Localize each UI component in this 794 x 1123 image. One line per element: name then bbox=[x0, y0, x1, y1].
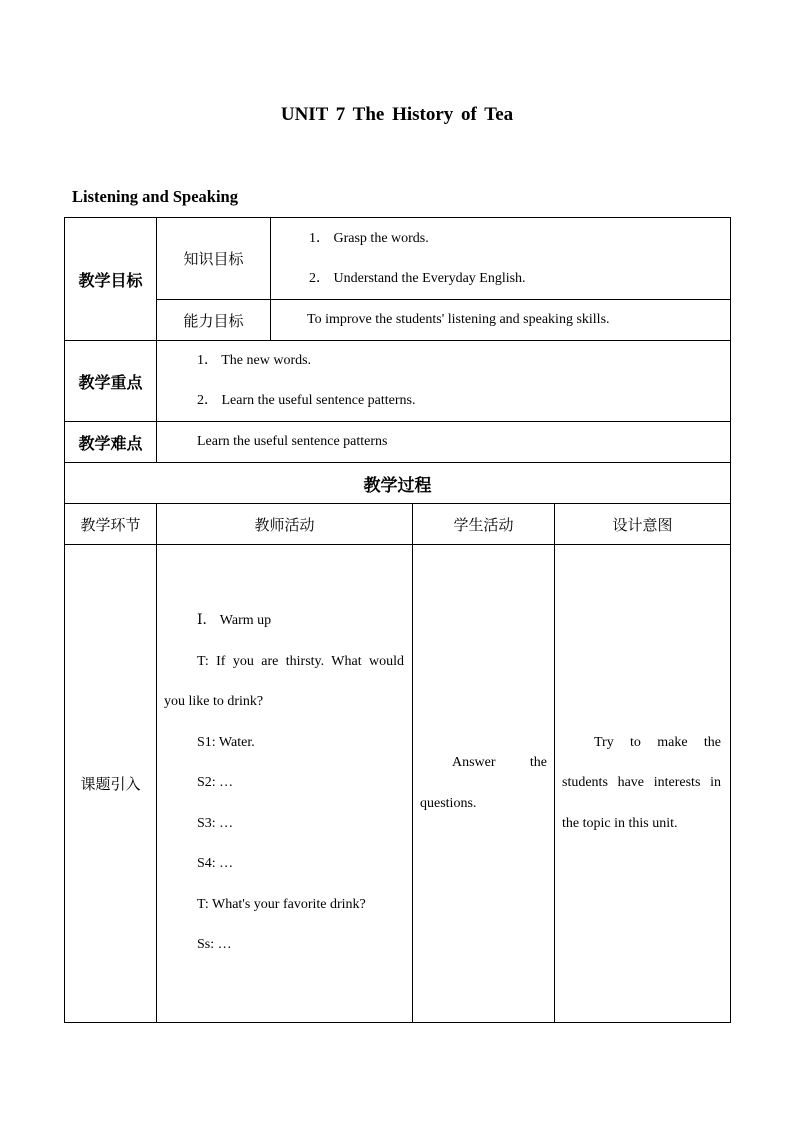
header-student-activity: 学生活动 bbox=[413, 504, 555, 545]
objectives-label: 教学目标 bbox=[65, 218, 157, 341]
process-title: 教学过程 bbox=[65, 463, 731, 504]
knowledge-item: 2． Understand the Everyday English. bbox=[309, 270, 526, 286]
teacher-line: S2: … bbox=[197, 775, 234, 791]
difficulties-row bbox=[65, 422, 731, 463]
difficulties-label: 教学难点 bbox=[65, 422, 157, 463]
difficulties-text: Learn the useful sentence patterns bbox=[157, 422, 731, 463]
header-teacher-activity: 教师活动 bbox=[157, 504, 413, 545]
student-line: Answer the bbox=[452, 755, 547, 770]
section-subtitle: Listening and Speaking bbox=[72, 187, 238, 206]
student-line: questions. bbox=[420, 795, 477, 811]
process-header-row bbox=[65, 504, 731, 545]
process-row-intro bbox=[65, 545, 731, 1023]
design-line: Try to make the bbox=[594, 734, 721, 750]
key-points-cell bbox=[157, 341, 731, 422]
key-point-item: 2． Learn the useful sentence patterns. bbox=[197, 393, 416, 408]
teacher-line: you like to drink? bbox=[164, 694, 264, 710]
knowledge-objective-cell bbox=[271, 218, 731, 300]
key-point-item: 1． The new words. bbox=[197, 353, 312, 368]
design-intent-cell bbox=[555, 545, 731, 1023]
key-points-label: 教学重点 bbox=[65, 341, 157, 422]
ability-row bbox=[65, 300, 731, 341]
stage-cell: 课题引入 bbox=[65, 545, 157, 1023]
process-title-row bbox=[65, 463, 731, 504]
knowledge-item: 1． Grasp the words. bbox=[309, 230, 429, 246]
objectives-row bbox=[65, 218, 731, 300]
teacher-line: Ⅰ． Warm up bbox=[197, 613, 272, 629]
ability-objective-text: To improve the students' listening and speaking skills. bbox=[271, 300, 731, 341]
teacher-line: S3: … bbox=[197, 815, 234, 831]
knowledge-objective-label: 知识目标 bbox=[157, 218, 271, 300]
design-line: the topic in this unit. bbox=[562, 815, 678, 831]
teacher-activity-cell bbox=[157, 545, 413, 1023]
header-stage: 教学环节 bbox=[65, 504, 157, 545]
student-activity-cell bbox=[413, 545, 555, 1023]
teacher-line: T: If you are thirsty. What would bbox=[197, 653, 404, 669]
teacher-line: T: What's your favorite drink? bbox=[197, 896, 366, 912]
ability-objective-label: 能力目标 bbox=[157, 300, 271, 341]
design-line: students have interests in bbox=[562, 775, 721, 791]
key-points-row bbox=[65, 341, 731, 422]
header-design-intent: 设计意图 bbox=[555, 504, 731, 545]
teacher-line: Ss: … bbox=[197, 937, 232, 953]
lesson-plan-table bbox=[64, 217, 731, 1023]
document-title: UNIT 7 The History of Tea bbox=[280, 104, 514, 125]
teacher-line: S1: Water. bbox=[197, 734, 255, 750]
teacher-line: S4: … bbox=[197, 856, 234, 872]
